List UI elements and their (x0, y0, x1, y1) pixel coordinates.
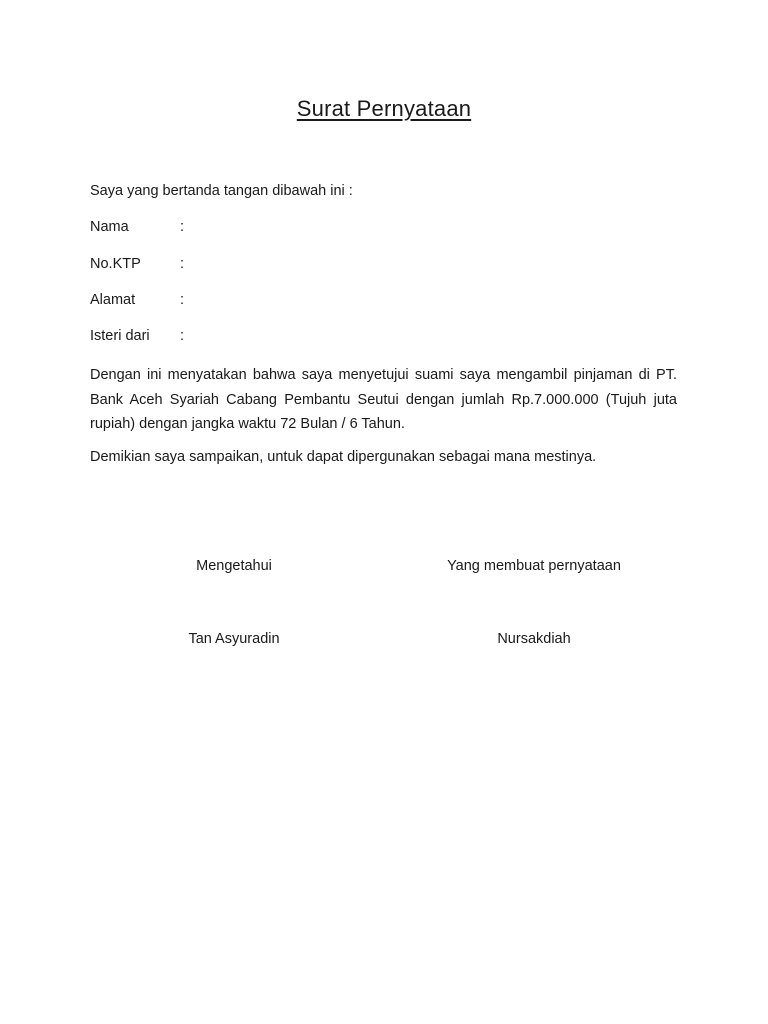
field-label: Alamat (90, 292, 136, 308)
document-title: Surat Pernyataan (296, 96, 472, 121)
field-no-ktp (90, 256, 390, 276)
signature-right-name: Nursakdiah (497, 631, 571, 647)
field-label: No.KTP (90, 256, 141, 272)
closing-paragraph: Demikian saya sampaikan, untuk dapat dipergunakan sebagai mana mestinya. (90, 449, 597, 465)
signature-left-name: Tan Asyuradin (188, 631, 280, 647)
field-alamat (90, 292, 390, 312)
field-colon: : (180, 256, 185, 272)
field-colon: : (180, 328, 185, 344)
signature-left-heading: Mengetahui (196, 558, 272, 574)
field-nama (90, 219, 390, 239)
field-colon: : (180, 292, 185, 308)
intro-text: Saya yang bertanda tangan dibawah ini : (90, 183, 353, 199)
field-isteri-dari (90, 328, 390, 348)
field-colon: : (180, 219, 185, 235)
field-label: Nama (90, 219, 129, 235)
field-label: Isteri dari (90, 328, 150, 344)
signature-right-heading: Yang membuat pernyataan (447, 558, 621, 574)
statement-paragraph: Dengan ini menyatakan bahwa saya menyetujui suami saya mengambil pinjaman di PT. Bank Aceh Syariah Cabang Pembantu Seutui dengan jumlah Rp.7.000.000 (Tujuh juta rupiah) dengan jangka waktu 72 Bulan / 6 Tahun. (90, 367, 677, 432)
